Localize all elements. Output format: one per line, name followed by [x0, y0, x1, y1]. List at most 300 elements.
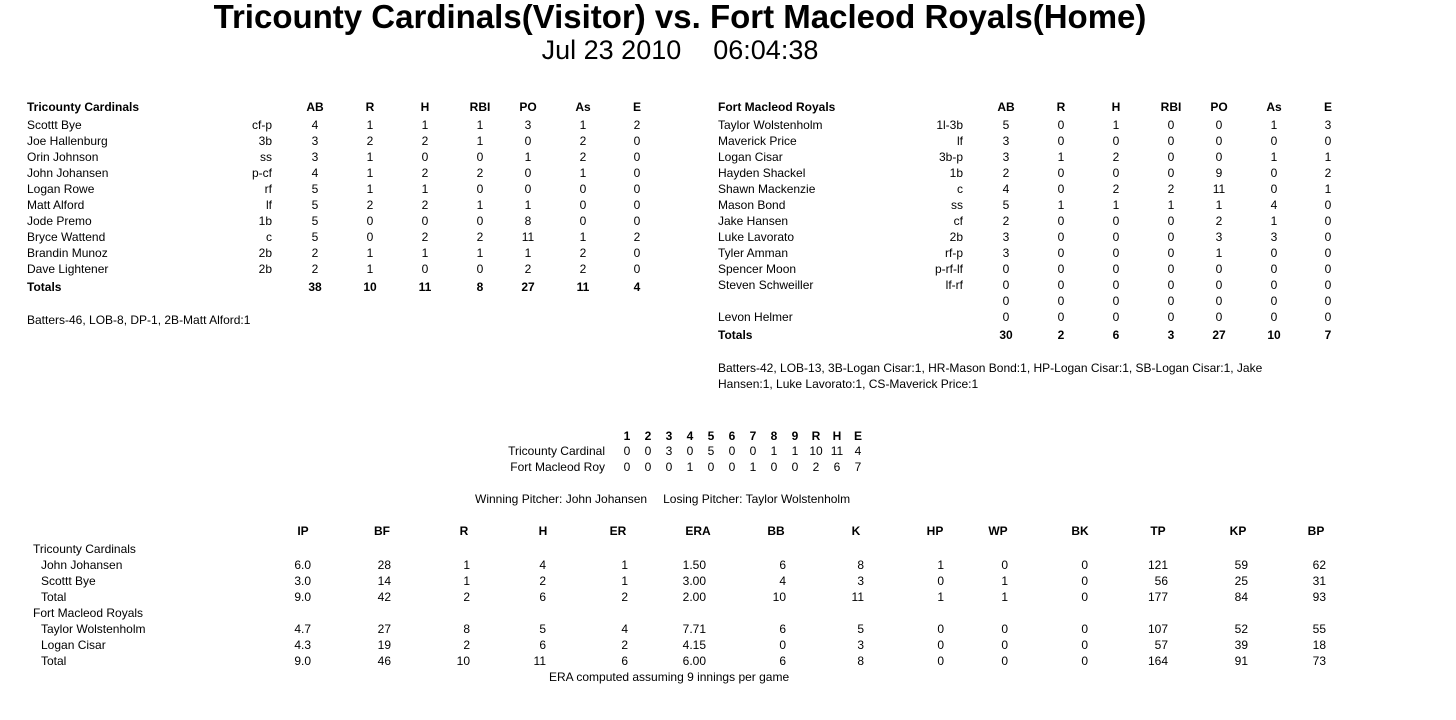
pitching-cell: 8	[857, 558, 864, 572]
stat-cell: 4	[1002, 182, 1010, 196]
stat-cell: 0	[1112, 246, 1120, 260]
pitching-cell: 57	[1154, 638, 1168, 652]
stat-cell: 0	[1112, 134, 1120, 148]
stat-cell: 1	[1324, 182, 1332, 196]
pitching-cell: 9.0	[294, 654, 311, 668]
pitching-cell: 0	[1001, 638, 1008, 652]
pitching-cell: 0	[1081, 574, 1088, 588]
stat-cell: 0	[633, 166, 641, 180]
column-header-e: E	[1323, 100, 1332, 114]
pitching-column-hp: HP	[926, 524, 944, 538]
stat-cell: 0	[1167, 150, 1175, 164]
stat-cell: 0	[366, 214, 374, 228]
stat-cell: 11	[521, 230, 535, 244]
stat-cell: 0	[1057, 262, 1065, 276]
player-name: Hayden Shackel	[718, 166, 806, 180]
pitching-column-wp: WP	[988, 524, 1008, 538]
stat-cell: 0	[579, 182, 587, 196]
player-name: Logan Cisar	[718, 150, 783, 164]
pitching-cell: 3.0	[294, 574, 311, 588]
stat-cell: 2	[1112, 182, 1120, 196]
stat-cell: 0	[1167, 166, 1175, 180]
player-name: Mason Bond	[718, 198, 786, 212]
stat-cell: 0	[476, 262, 484, 276]
stat-cell: 0	[1270, 278, 1278, 292]
player-position: 1b	[949, 166, 963, 180]
pitching-cell: 2	[621, 590, 628, 604]
stat-cell: 0	[1112, 310, 1120, 324]
stat-cell: 5	[311, 214, 319, 228]
stat-cell: 1	[476, 198, 484, 212]
inning-header: 2	[644, 429, 652, 443]
pitching-cell: 2	[463, 590, 470, 604]
player-row	[718, 277, 1358, 293]
stat-cell: 2	[311, 262, 319, 276]
player-row	[27, 213, 667, 229]
player-row	[27, 261, 667, 277]
pitching-cell: 6	[779, 622, 786, 636]
pitching-cell: 0	[1081, 622, 1088, 636]
stat-cell: 1	[1215, 246, 1223, 260]
totals-cell: 27	[1212, 328, 1226, 342]
pitching-cell: 10	[456, 654, 470, 668]
pitching-cell: 164	[1147, 654, 1168, 668]
stat-cell: 1	[579, 230, 587, 244]
stat-cell: 0	[1002, 294, 1010, 308]
stat-cell: 0	[1002, 278, 1010, 292]
linescore-team-name: Tricounty Cardinal	[508, 444, 605, 458]
stat-cell: 0	[1215, 294, 1223, 308]
pitching-cell: 42	[377, 590, 391, 604]
player-row	[27, 133, 667, 149]
stat-cell: 0	[633, 182, 641, 196]
inning-header: 6	[728, 429, 736, 443]
pitching-column-r: R	[459, 524, 469, 538]
player-name: Spencer Moon	[718, 262, 797, 276]
home-notes-line-1: Batters-42, LOB-13, 3B-Logan Cisar:1, HR-Mason Bond:1, HP-Logan Cisar:1, SB-Logan Cisar:1, Jake	[718, 361, 1263, 375]
inning-header: H	[832, 429, 842, 443]
stat-cell: 3	[524, 118, 532, 132]
totals-row	[27, 279, 667, 295]
player-name: Matt Alford	[27, 198, 85, 212]
stat-cell: 2	[1215, 214, 1223, 228]
stat-cell: 2	[579, 246, 587, 260]
stat-cell: 2	[421, 230, 429, 244]
pitching-column-k: K	[851, 524, 861, 538]
stat-cell: 0	[524, 134, 532, 148]
stat-cell: 2	[421, 166, 429, 180]
stat-cell: 1	[1215, 198, 1223, 212]
stat-cell: 3	[1002, 246, 1010, 260]
pitching-column-bp: BP	[1307, 524, 1325, 538]
stat-cell: 3	[1002, 134, 1010, 148]
pitching-cell: 18	[1312, 638, 1326, 652]
stat-cell: 0	[1167, 262, 1175, 276]
stat-cell: 4	[311, 166, 319, 180]
column-header-po: PO	[1210, 100, 1228, 114]
stat-cell: 1	[476, 246, 484, 260]
stat-cell: 0	[1057, 230, 1065, 244]
pitching-cell: 2.00	[682, 590, 706, 604]
stat-cell: 0	[633, 198, 641, 212]
stat-cell: 0	[1270, 262, 1278, 276]
pitching-team-name: Tricounty Cardinals	[33, 542, 136, 556]
linescore-cell: 0	[623, 444, 631, 458]
stat-cell: 1	[1270, 150, 1278, 164]
player-name: Luke Lavorato	[718, 230, 795, 244]
player-name: Jode Premo	[27, 214, 92, 228]
pitching-column-bk: BK	[1071, 524, 1089, 538]
stat-cell: 0	[1167, 310, 1175, 324]
linescore-cell: 6	[833, 460, 841, 474]
stat-cell: 1	[366, 262, 374, 276]
totals-cell: 10	[1267, 328, 1281, 342]
pitching-cell: 1	[621, 574, 628, 588]
stat-cell: 1	[366, 118, 374, 132]
player-position: c	[957, 182, 963, 196]
pitching-cell: 121	[1147, 558, 1168, 572]
totals-cell: 7	[1324, 328, 1332, 342]
player-name: Tyler Amman	[718, 246, 789, 260]
stat-cell: 2	[476, 230, 484, 244]
inning-header: 9	[791, 429, 799, 443]
stat-cell: 0	[1167, 118, 1175, 132]
pitching-cell: 93	[1312, 590, 1326, 604]
era-footnote: ERA computed assuming 9 innings per game	[549, 670, 790, 684]
stat-cell: 2	[366, 198, 374, 212]
stat-cell: 0	[1270, 134, 1278, 148]
stat-cell: 1	[1324, 150, 1332, 164]
column-header-po: PO	[519, 100, 537, 114]
pitching-cell: 9.0	[294, 590, 311, 604]
player-position: cf-p	[251, 118, 272, 132]
player-name: Brandin Munoz	[27, 246, 108, 260]
pitching-cell: 0	[1081, 558, 1088, 572]
table-header-row	[718, 99, 1358, 115]
pitching-cell: 11	[851, 590, 864, 604]
home-batting-table	[718, 99, 1358, 349]
linescore-header-row	[500, 428, 880, 444]
pitching-cell: 46	[377, 654, 391, 668]
stat-cell: 0	[1215, 150, 1223, 164]
player-row	[718, 309, 1358, 325]
pitching-column-er: ER	[609, 524, 627, 538]
stat-cell: 5	[311, 230, 319, 244]
player-position: 2b	[949, 230, 963, 244]
stat-cell: 1	[366, 246, 374, 260]
pitching-column-tp: TP	[1150, 524, 1166, 538]
stat-cell: 2	[1167, 182, 1175, 196]
stat-cell: 0	[1167, 278, 1175, 292]
column-header-as: As	[575, 100, 591, 114]
stat-cell: 2	[1002, 214, 1010, 228]
pitching-cell: 52	[1234, 622, 1248, 636]
player-position: lf	[957, 134, 963, 148]
linescore-cell: 0	[665, 460, 673, 474]
pitching-cell: 7.71	[682, 622, 706, 636]
player-name: John Johansen	[27, 166, 109, 180]
column-header-e: E	[632, 100, 641, 114]
stat-cell: 0	[1270, 246, 1278, 260]
stat-cell: 1	[1270, 214, 1278, 228]
stat-cell: 2	[579, 134, 587, 148]
stat-cell: 2	[1324, 166, 1332, 180]
visitor-batting-notes: Batters-46, LOB-8, DP-1, 2B-Matt Alford:1	[27, 313, 251, 327]
player-position: rf	[264, 182, 272, 196]
player-position: rf-p	[945, 246, 963, 260]
stat-cell: 2	[366, 134, 374, 148]
stat-cell: 0	[1167, 134, 1175, 148]
stat-cell: 0	[1324, 214, 1332, 228]
stat-cell: 0	[1324, 134, 1332, 148]
player-row	[27, 229, 667, 245]
winning-pitcher: Winning Pitcher: John Johansen	[475, 492, 648, 506]
stat-cell: 3	[311, 150, 319, 164]
page-title: Tricounty Cardinals(Visitor) vs. Fort Macleod Royals(Home)	[213, 0, 1147, 35]
stat-cell: 0	[579, 214, 587, 228]
pitching-row	[30, 653, 1350, 669]
pitching-cell: 0	[1001, 654, 1008, 668]
stat-cell: 1	[1270, 118, 1278, 132]
pitching-cell: 1	[1001, 574, 1008, 588]
player-name: Steven Schweiller	[718, 278, 814, 292]
team-name-header: Tricounty Cardinals	[27, 100, 140, 114]
stat-cell: 0	[1002, 310, 1010, 324]
linescore-cell: 1	[686, 460, 694, 474]
stat-cell: 2	[421, 198, 429, 212]
pitching-cell: 2	[463, 638, 470, 652]
stat-cell: 1	[524, 246, 532, 260]
pitching-cell: 10	[772, 590, 786, 604]
stat-cell: 0	[1002, 262, 1010, 276]
player-position: p-cf	[251, 166, 272, 180]
totals-cell: 4	[633, 280, 641, 294]
stat-cell: 0	[1057, 294, 1065, 308]
stat-cell: 0	[1324, 278, 1332, 292]
pitching-cell: 4.7	[294, 622, 311, 636]
pitching-cell: 6	[539, 638, 546, 652]
linescore-cell: 7	[854, 460, 862, 474]
totals-cell: 11	[418, 280, 432, 294]
linescore-cell: 4	[854, 444, 862, 458]
stat-cell: 0	[1057, 134, 1065, 148]
stat-cell: 0	[1112, 166, 1120, 180]
pitching-team-row	[30, 541, 1350, 557]
pitcher-name: Total	[41, 590, 67, 604]
stat-cell: 0	[1167, 294, 1175, 308]
player-row	[718, 181, 1358, 197]
pitching-column-kp: KP	[1229, 524, 1247, 538]
stat-cell: 0	[633, 134, 641, 148]
pitching-column-bf: BF	[374, 524, 390, 538]
inning-header: 1	[623, 429, 631, 443]
player-position: 1b	[258, 214, 272, 228]
stat-cell: 1	[579, 166, 587, 180]
stat-cell: 0	[476, 214, 484, 228]
stat-cell: 0	[1057, 310, 1065, 324]
pitching-cell: 1	[463, 558, 470, 572]
stat-cell: 5	[1002, 198, 1010, 212]
stat-cell: 3	[1324, 118, 1332, 132]
home-notes-line-2: Hansen:1, Luke Lavorato:1, CS-Maverick Price:1	[718, 377, 979, 391]
linescore-cell: 0	[791, 460, 799, 474]
player-name: Shawn Mackenzie	[718, 182, 816, 196]
pitcher-name: Total	[41, 654, 67, 668]
stat-cell: 0	[1112, 294, 1120, 308]
pitching-cell: 0	[779, 638, 786, 652]
player-row	[718, 117, 1358, 133]
pitching-cell: 6.0	[294, 558, 311, 572]
stat-cell: 2	[633, 118, 641, 132]
stat-cell: 0	[1057, 214, 1065, 228]
player-position: lf	[266, 198, 272, 212]
pitching-cell: 1.50	[682, 558, 706, 572]
stat-cell: 0	[1270, 182, 1278, 196]
pitcher-name: Scottt Bye	[41, 574, 96, 588]
stat-cell: 0	[421, 150, 429, 164]
inning-header: E	[853, 429, 862, 443]
linescore-cell: 5	[707, 444, 715, 458]
totals-cell: 10	[363, 280, 377, 294]
stat-cell: 2	[1002, 166, 1010, 180]
linescore-cell: 0	[707, 460, 715, 474]
player-row	[718, 165, 1358, 181]
pitching-cell: 0	[1081, 638, 1088, 652]
column-header-ab: AB	[306, 100, 324, 114]
player-name: Bryce Wattend	[27, 230, 106, 244]
player-name: Levon Helmer	[718, 310, 793, 324]
stat-cell: 0	[1167, 214, 1175, 228]
stat-cell: 0	[1270, 166, 1278, 180]
stat-cell: 9	[1215, 166, 1223, 180]
stat-cell: 0	[1112, 230, 1120, 244]
linescore-cell: 3	[665, 444, 673, 458]
pitching-cell: 1	[937, 558, 944, 572]
stat-cell: 3	[1215, 230, 1223, 244]
player-name: Maverick Price	[718, 134, 797, 148]
totals-label: Totals	[718, 328, 753, 342]
player-name: Joe Hallenburg	[27, 134, 108, 148]
pitching-cell: 177	[1147, 590, 1168, 604]
pitching-cell: 1	[463, 574, 470, 588]
pitching-team-name: Fort Macleod Royals	[33, 606, 144, 620]
stat-cell: 4	[1270, 198, 1278, 212]
inning-header: 8	[770, 429, 778, 443]
stat-cell: 5	[311, 182, 319, 196]
stat-cell: 0	[476, 182, 484, 196]
player-row	[718, 213, 1358, 229]
stat-cell: 0	[1112, 262, 1120, 276]
linescore-cell: 11	[830, 444, 844, 458]
inning-header: 3	[665, 429, 673, 443]
stat-cell: 0	[1215, 118, 1223, 132]
pitching-row	[30, 637, 1350, 653]
stat-cell: 0	[633, 214, 641, 228]
stat-cell: 1	[579, 118, 587, 132]
pitching-cell: 8	[463, 622, 470, 636]
player-position: lf-rf	[945, 278, 963, 292]
pitching-cell: 55	[1312, 622, 1326, 636]
pitching-cell: 31	[1312, 574, 1326, 588]
linescore-cell: 0	[749, 444, 757, 458]
linescore-cell: 2	[812, 460, 820, 474]
stat-cell: 0	[1112, 278, 1120, 292]
pitching-team-row	[30, 605, 1350, 621]
pitching-cell: 6	[539, 590, 546, 604]
pitching-cell: 4	[621, 622, 628, 636]
column-header-h: H	[420, 100, 430, 114]
player-row	[718, 261, 1358, 277]
linescore-cell: 1	[749, 460, 757, 474]
stat-cell: 0	[1270, 310, 1278, 324]
pitching-cell: 6	[621, 654, 628, 668]
player-position: ss	[260, 150, 272, 164]
pitching-cell: 91	[1234, 654, 1248, 668]
stat-cell: 1	[1057, 150, 1065, 164]
stat-cell: 2	[633, 230, 641, 244]
totals-label: Totals	[27, 280, 62, 294]
player-row	[718, 229, 1358, 245]
column-header-ab: AB	[997, 100, 1015, 114]
pitching-cell: 14	[377, 574, 391, 588]
player-position: ss	[951, 198, 963, 212]
pitching-cell: 107	[1147, 622, 1168, 636]
stat-cell: 2	[579, 150, 587, 164]
pitching-row	[30, 589, 1350, 605]
pitching-cell: 3	[857, 638, 864, 652]
pitching-column-ip: IP	[297, 524, 309, 538]
pitching-cell: 73	[1312, 654, 1326, 668]
player-row	[718, 293, 1358, 309]
pitching-cell: 27	[377, 622, 391, 636]
player-position: cf	[953, 214, 963, 228]
stat-cell: 3	[1002, 150, 1010, 164]
pitching-cell: 0	[1081, 654, 1088, 668]
player-position: 1l-3b	[936, 118, 963, 132]
stat-cell: 8	[524, 214, 532, 228]
pitching-cell: 0	[937, 574, 944, 588]
stat-cell: 5	[1002, 118, 1010, 132]
stat-cell: 1	[524, 198, 532, 212]
totals-cell: 11	[576, 280, 590, 294]
stat-cell: 1	[1167, 198, 1175, 212]
player-name: Orin Johnson	[27, 150, 99, 164]
pitching-row	[30, 573, 1350, 589]
inning-header: 7	[749, 429, 757, 443]
stat-cell: 1	[421, 246, 429, 260]
stat-cell: 0	[1112, 214, 1120, 228]
linescore-cell: 0	[728, 460, 736, 474]
pitching-cell: 6	[779, 558, 786, 572]
pitching-row	[30, 557, 1350, 573]
stat-cell: 3	[1002, 230, 1010, 244]
linescore-cell: 0	[770, 460, 778, 474]
totals-cell: 8	[476, 280, 484, 294]
pitching-cell: 28	[377, 558, 391, 572]
pitching-header-row	[30, 523, 1350, 539]
stat-cell: 4	[311, 118, 319, 132]
linescore-row	[500, 459, 880, 475]
totals-cell: 30	[999, 328, 1013, 342]
stat-cell: 0	[1324, 246, 1332, 260]
pitching-cell: 39	[1234, 638, 1248, 652]
pitching-row	[30, 621, 1350, 637]
player-row	[27, 117, 667, 133]
stat-cell: 0	[524, 182, 532, 196]
stat-cell: 0	[1057, 278, 1065, 292]
pitching-cell: 62	[1312, 558, 1326, 572]
stat-cell: 2	[476, 166, 484, 180]
